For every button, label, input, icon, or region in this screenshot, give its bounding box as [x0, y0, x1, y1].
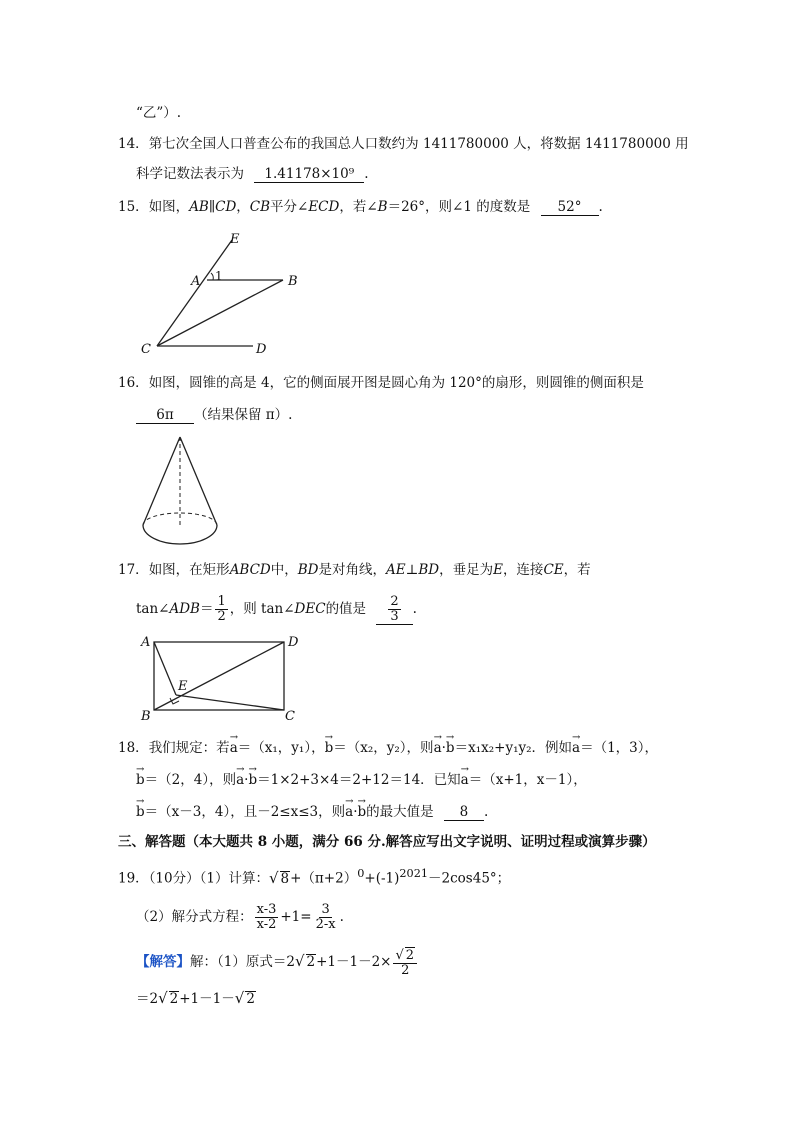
- q17-text2: ，则 tan∠: [229, 601, 295, 617]
- q18-dot: ·: [441, 740, 446, 756]
- q19-sqrt2: 2: [169, 991, 179, 1007]
- line-cb: [157, 280, 283, 346]
- q14-number: 14．: [118, 136, 149, 152]
- q18-answer: 8: [444, 804, 484, 821]
- q15-end: .: [598, 199, 603, 215]
- top-line: “乙”）.: [136, 105, 182, 121]
- q17-text1a: 如图，在矩形: [148, 562, 230, 578]
- vector-b: → b: [136, 770, 145, 790]
- diagonal-bd: [154, 642, 284, 710]
- vector-a: → a: [230, 738, 238, 758]
- vector-a: → a: [434, 738, 442, 758]
- q18-end: .: [483, 804, 489, 820]
- q19-expr1: +（π+2）: [290, 870, 358, 887]
- q17-text1g: ，若: [563, 562, 591, 578]
- q17-abcd: ABCD: [229, 562, 271, 578]
- q17-answer-num: 2: [390, 594, 399, 609]
- q15-b: B: [377, 199, 388, 215]
- q15-answer: 52°: [541, 199, 599, 216]
- q19-plus1: +1=: [280, 909, 312, 925]
- answer-tag: 【解答】: [136, 954, 190, 970]
- label-e: E: [178, 679, 188, 694]
- angle-1-arc: [211, 273, 213, 280]
- q19-number: 19．: [118, 870, 149, 887]
- q19-line2: [136, 900, 344, 934]
- q19-answer-text4: +1－1－: [179, 991, 235, 1007]
- section-3-heading: 三、解答题（本大题共 8 小题，满分 66 分.解答应写出文字说明、证明过程或演算步骤）: [118, 834, 656, 850]
- q14-end: .: [364, 166, 369, 182]
- q15-text2: 平分∠: [270, 199, 309, 215]
- q19-line1: 19．（10分）（1）计算：√ $8+(\pi+2)^0+(-1)^{2021}-2\cos 45^\circ$；: [118, 867, 511, 887]
- q18-text1b: ＝（x₁，y₁），: [237, 740, 325, 756]
- q18-line1: [118, 738, 658, 758]
- q15-number: 15．: [118, 199, 149, 215]
- q15-parallel: ∥: [208, 199, 216, 215]
- label-a: A: [141, 635, 151, 650]
- segment-ae: [154, 642, 176, 695]
- q16-text1: 如图，圆锥的高是 4，它的侧面展开图是圆心角为 120°的扇形，则圆锥的侧面积是: [148, 375, 644, 391]
- q18-text2c: ＝（x+1，x－1），: [468, 772, 587, 788]
- q17-text3: 的值是: [325, 601, 367, 617]
- q17-text1c: 是对角线，: [318, 562, 387, 578]
- q19-sqrt2-num: 2: [405, 948, 415, 963]
- q17-tan: tan∠: [136, 601, 170, 617]
- vector-b: → b: [357, 802, 366, 822]
- q18-line2: [136, 770, 587, 790]
- vector-a: → a: [236, 770, 244, 790]
- q19-den2: 2: [401, 963, 410, 978]
- q14-answer: 1.41178×10⁹: [254, 166, 364, 183]
- vector-b: → b: [325, 738, 334, 758]
- q19-frac1-den: x-2: [256, 917, 277, 932]
- q14-line2: [136, 164, 369, 184]
- q17-dec: DEC: [294, 601, 326, 617]
- q18-text1c: ＝（x₂，y₂），则: [333, 740, 434, 756]
- q17-ce: CE: [543, 562, 564, 578]
- q18-line3: [136, 802, 488, 822]
- cone-left-edge: [143, 437, 180, 525]
- q18-number: 18．: [118, 740, 149, 756]
- cone-base-front: [143, 525, 217, 544]
- vector-b: → b: [446, 738, 455, 758]
- q16-text2: （结果保留 π）.: [194, 407, 293, 423]
- label-c: C: [285, 709, 295, 724]
- q16-cone-figure: [140, 433, 224, 551]
- q19-answer-line2: ＝2√ 2+1－1－√ 2: [136, 989, 255, 1007]
- label-b: B: [288, 274, 298, 289]
- q16-number: 16．: [118, 375, 149, 391]
- vector-a: → a: [461, 770, 469, 790]
- label-d: D: [288, 635, 299, 650]
- q19-part1: （10分）（1）计算：: [148, 870, 269, 887]
- q18-text3a: ＝（x－3，4），且－2≤x≤3，则: [144, 804, 346, 820]
- segment-ec: [176, 695, 284, 710]
- q15-text4: ＝26°，则∠1 的度数是: [387, 199, 531, 215]
- q14-text1: 第七次全国人口普查公布的我国总人口数约为 1411780000 人，将数据 1411780000 用: [148, 136, 689, 152]
- q18-text2a: ＝（2，4），则: [144, 772, 237, 788]
- label-d: D: [256, 342, 267, 357]
- q19-answer-line1: 【解答】解：（1）原式＝2√ 2+1－1－2× $\frac{√ 2}{2}$: [136, 944, 419, 979]
- q17-answer: [376, 595, 412, 625]
- q15-ecd: ECD: [308, 199, 340, 215]
- vector-a: → a: [345, 802, 353, 822]
- vector-b: → b: [248, 770, 257, 790]
- line-ce: [157, 240, 232, 346]
- q15-text3: ，若∠: [339, 199, 378, 215]
- q17-e: E: [493, 562, 503, 578]
- q15-ab: AB: [189, 199, 209, 215]
- q17-text1e: ，垂足为: [439, 562, 494, 578]
- q16-answer: 6π: [136, 407, 194, 424]
- q19-frac2: [314, 903, 338, 932]
- q18-text1f: ＝（1，3），: [580, 740, 659, 756]
- q17-line2: [136, 592, 417, 626]
- label-a: A: [191, 274, 201, 289]
- q15-cd: CD: [215, 199, 237, 215]
- q17-fraction-given: [215, 595, 227, 624]
- q19-sqrt2: 2: [246, 991, 255, 1007]
- q19-exp0: 0: [357, 867, 365, 880]
- q14-text2: 科学记数法表示为: [136, 166, 244, 182]
- q19-frac1: [255, 903, 279, 932]
- q17-text1b: 中，: [270, 562, 298, 578]
- q14-line1: [118, 134, 689, 154]
- label-e: E: [230, 232, 240, 247]
- q17-figure: [138, 632, 303, 727]
- q19-dot: .: [339, 909, 344, 925]
- vector-b: → b: [136, 802, 145, 822]
- q17-ae: AE: [386, 562, 406, 578]
- vector-a: → a: [572, 738, 580, 758]
- q18-dot: ·: [353, 804, 358, 820]
- cone-right-edge: [180, 437, 217, 525]
- q17-adb: ADB: [169, 601, 200, 617]
- q19-frac2-num: 3: [321, 902, 330, 917]
- label-b: B: [141, 709, 151, 724]
- q16-line2: [136, 405, 292, 425]
- label-c: C: [141, 342, 151, 357]
- q19-frac-sqrt2-over-2: $\frac{√ 2}{2}$: [393, 947, 417, 978]
- q18-dot: ·: [244, 772, 249, 788]
- q19-part2: （2）解分式方程：: [136, 909, 253, 925]
- q19-answer-text2: +1－1－2×: [316, 954, 392, 970]
- q19-expr2: +(-1): [364, 870, 400, 887]
- q17-frac-den: 2: [217, 609, 226, 624]
- q15-line: [118, 197, 603, 217]
- q17-number: 17．: [118, 562, 149, 578]
- q17-text1f: ，连接: [502, 562, 544, 578]
- q19-sqrt2: 2: [306, 954, 316, 970]
- q19-frac1-num: x-3: [256, 902, 277, 917]
- q19-expr3: －2cos45°；: [428, 870, 511, 887]
- q15-comma: ，: [236, 199, 250, 215]
- q17-frac-num: 1: [217, 594, 226, 609]
- q18-text2b: ＝1×2+3×4＝2+12＝14．已知: [257, 772, 461, 788]
- q17-bd2: BD: [418, 562, 440, 578]
- q17-line1: [118, 560, 591, 580]
- q19-sqrt8: 8: [280, 870, 290, 887]
- label-1: 1: [215, 269, 223, 283]
- q17-eq: ＝: [199, 601, 214, 617]
- q18-text1e: ＝x₁x₂+y₁y₂．例如: [454, 740, 573, 756]
- q17-end: .: [412, 601, 417, 617]
- q15-figure: [135, 228, 315, 358]
- q17-bd: BD: [297, 562, 319, 578]
- q19-exp2021: 2021: [399, 867, 429, 880]
- q19-frac2-den: 2-x: [315, 917, 336, 932]
- q17-answer-den: 3: [390, 609, 399, 624]
- q19-answer-text3: ＝2: [136, 991, 159, 1007]
- q19-answer-text1: 解：（1）原式＝2: [190, 954, 295, 970]
- q16-line1: [118, 373, 644, 393]
- q18-text3b: 的最大值是: [366, 804, 434, 820]
- q15-cb: CB: [249, 199, 271, 215]
- q18-text1a: 我们规定：若: [148, 740, 230, 756]
- q15-text: 如图，: [148, 199, 190, 215]
- q17-perp: ⊥: [405, 562, 419, 578]
